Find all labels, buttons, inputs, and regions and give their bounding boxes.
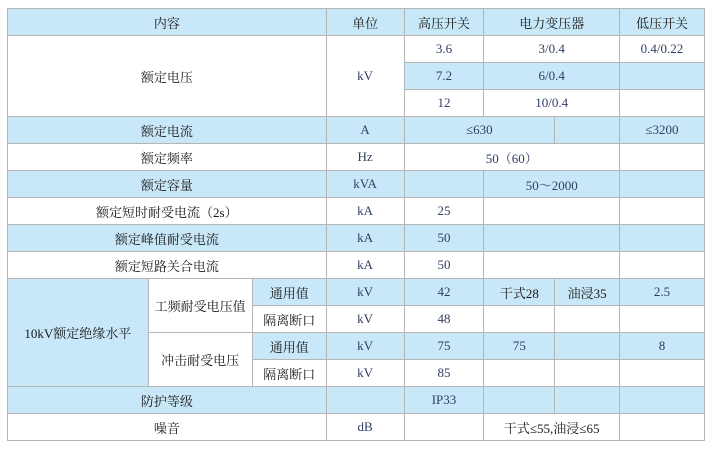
label-rated-voltage: 额定电压 xyxy=(8,36,327,117)
label-rated-frequency: 额定频率 xyxy=(8,144,327,171)
empty-short-time-tx xyxy=(484,198,620,225)
label-rated-capacity: 额定容量 xyxy=(8,171,327,198)
table-row xyxy=(8,387,705,414)
empty-impulse-break-3 xyxy=(619,360,704,387)
empty-noise-lv xyxy=(619,414,704,441)
empty-capacity-hv xyxy=(404,171,484,198)
col-header-transformer: 电力变压器 xyxy=(484,9,620,36)
val-voltage-tx-3: 10/0.4 xyxy=(484,90,620,117)
empty-capacity-lv xyxy=(619,171,704,198)
val-pf-hv: 42 xyxy=(404,279,484,306)
unit-rated-voltage: kV xyxy=(326,36,404,117)
empty-voltage-lv-2 xyxy=(619,63,704,90)
val-voltage-hv-3: 12 xyxy=(404,90,484,117)
val-voltage-tx-1: 3/0.4 xyxy=(484,36,620,63)
unit-impulse-break: kV xyxy=(326,360,404,387)
empty-short-time-lv xyxy=(619,198,704,225)
val-current-lv: ≤3200 xyxy=(619,117,704,144)
spec-table xyxy=(7,8,705,441)
table-row xyxy=(8,198,705,225)
empty-protection-2 xyxy=(555,387,620,414)
empty-protection-unit xyxy=(326,387,404,414)
col-header-lv-switch: 低压开关 xyxy=(619,9,704,36)
empty-voltage-lv-3 xyxy=(619,90,704,117)
val-voltage-hv-2: 7.2 xyxy=(404,63,484,90)
unit-noise: dB xyxy=(326,414,404,441)
unit-short-circuit-making-current: kA xyxy=(326,252,404,279)
val-peak-withstand-current: 50 xyxy=(404,225,484,252)
empty-protection-3 xyxy=(619,387,704,414)
val-capacity-tx: 50～2000 xyxy=(484,171,620,198)
empty-pf-break-2 xyxy=(555,306,620,333)
empty-pf-break-3 xyxy=(619,306,704,333)
empty-pf-break-1 xyxy=(484,306,555,333)
table-row xyxy=(8,252,705,279)
unit-rated-capacity: kVA xyxy=(326,171,404,198)
val-protection-class: IP33 xyxy=(404,387,484,414)
val-pf-dry-type: 干式28 xyxy=(484,279,555,306)
table-row xyxy=(8,279,705,306)
label-common-value-pf: 通用值 xyxy=(252,279,326,306)
val-voltage-lv-1: 0.4/0.22 xyxy=(619,36,704,63)
empty-impulse-break-1 xyxy=(484,360,555,387)
empty-making-lv xyxy=(619,252,704,279)
col-header-unit: 单位 xyxy=(326,9,404,36)
unit-rated-current: A xyxy=(326,117,404,144)
label-peak-withstand-current: 额定峰值耐受电流 xyxy=(8,225,327,252)
label-short-time-withstand-current: 额定短时耐受电流（2s） xyxy=(8,198,327,225)
val-impulse-hv: 75 xyxy=(404,333,484,360)
label-isolating-break-impulse: 隔离断口 xyxy=(252,360,326,387)
val-voltage-hv-1: 3.6 xyxy=(404,36,484,63)
val-impulse-tx: 75 xyxy=(484,333,555,360)
table-row xyxy=(8,225,705,252)
unit-pf-break: kV xyxy=(326,306,404,333)
unit-rated-frequency: Hz xyxy=(326,144,404,171)
val-voltage-tx-2: 6/0.4 xyxy=(484,63,620,90)
empty-making-tx xyxy=(484,252,620,279)
empty-impulse-oil xyxy=(555,333,620,360)
unit-short-time-withstand-current: kA xyxy=(326,198,404,225)
label-protection-class: 防护等级 xyxy=(8,387,327,414)
val-impulse-lv: 8 xyxy=(619,333,704,360)
label-common-value-impulse: 通用值 xyxy=(252,333,326,360)
val-short-time-withstand-current: 25 xyxy=(404,198,484,225)
empty-peak-tx xyxy=(484,225,620,252)
label-rated-current: 额定电流 xyxy=(8,117,327,144)
label-insulation-level: 10kV额定绝缘水平 xyxy=(8,279,149,387)
unit-peak-withstand-current: kA xyxy=(326,225,404,252)
val-pf-lv: 2.5 xyxy=(619,279,704,306)
empty-peak-lv xyxy=(619,225,704,252)
val-short-circuit-making-current: 50 xyxy=(404,252,484,279)
label-isolating-break-pf: 隔离断口 xyxy=(252,306,326,333)
table-row xyxy=(8,117,705,144)
table-row xyxy=(8,36,705,63)
table-row xyxy=(8,9,705,36)
unit-pf-common: kV xyxy=(326,279,404,306)
empty-impulse-break-2 xyxy=(555,360,620,387)
label-power-frequency-withstand-voltage: 工频耐受电压值 xyxy=(148,279,252,333)
empty-current xyxy=(555,117,620,144)
table-row xyxy=(8,144,705,171)
label-noise: 噪音 xyxy=(8,414,327,441)
table-row xyxy=(8,171,705,198)
col-header-hv-switch: 高压开关 xyxy=(404,9,484,36)
val-impulse-break: 85 xyxy=(404,360,484,387)
label-short-circuit-making-current: 额定短路关合电流 xyxy=(8,252,327,279)
unit-impulse-common: kV xyxy=(326,333,404,360)
label-impulse-withstand-voltage: 冲击耐受电压 xyxy=(148,333,252,387)
empty-protection-1 xyxy=(484,387,555,414)
val-pf-oil-immersed: 油浸35 xyxy=(555,279,620,306)
val-frequency: 50（60） xyxy=(404,144,619,171)
val-noise-tx: 干式≤55,油浸≤65 xyxy=(484,414,620,441)
val-pf-break: 48 xyxy=(404,306,484,333)
empty-noise-hv xyxy=(404,414,484,441)
empty-frequency-lv xyxy=(619,144,704,171)
table-row xyxy=(8,414,705,441)
val-current-hv-tx: ≤630 xyxy=(404,117,555,144)
col-header-content: 内容 xyxy=(8,9,327,36)
